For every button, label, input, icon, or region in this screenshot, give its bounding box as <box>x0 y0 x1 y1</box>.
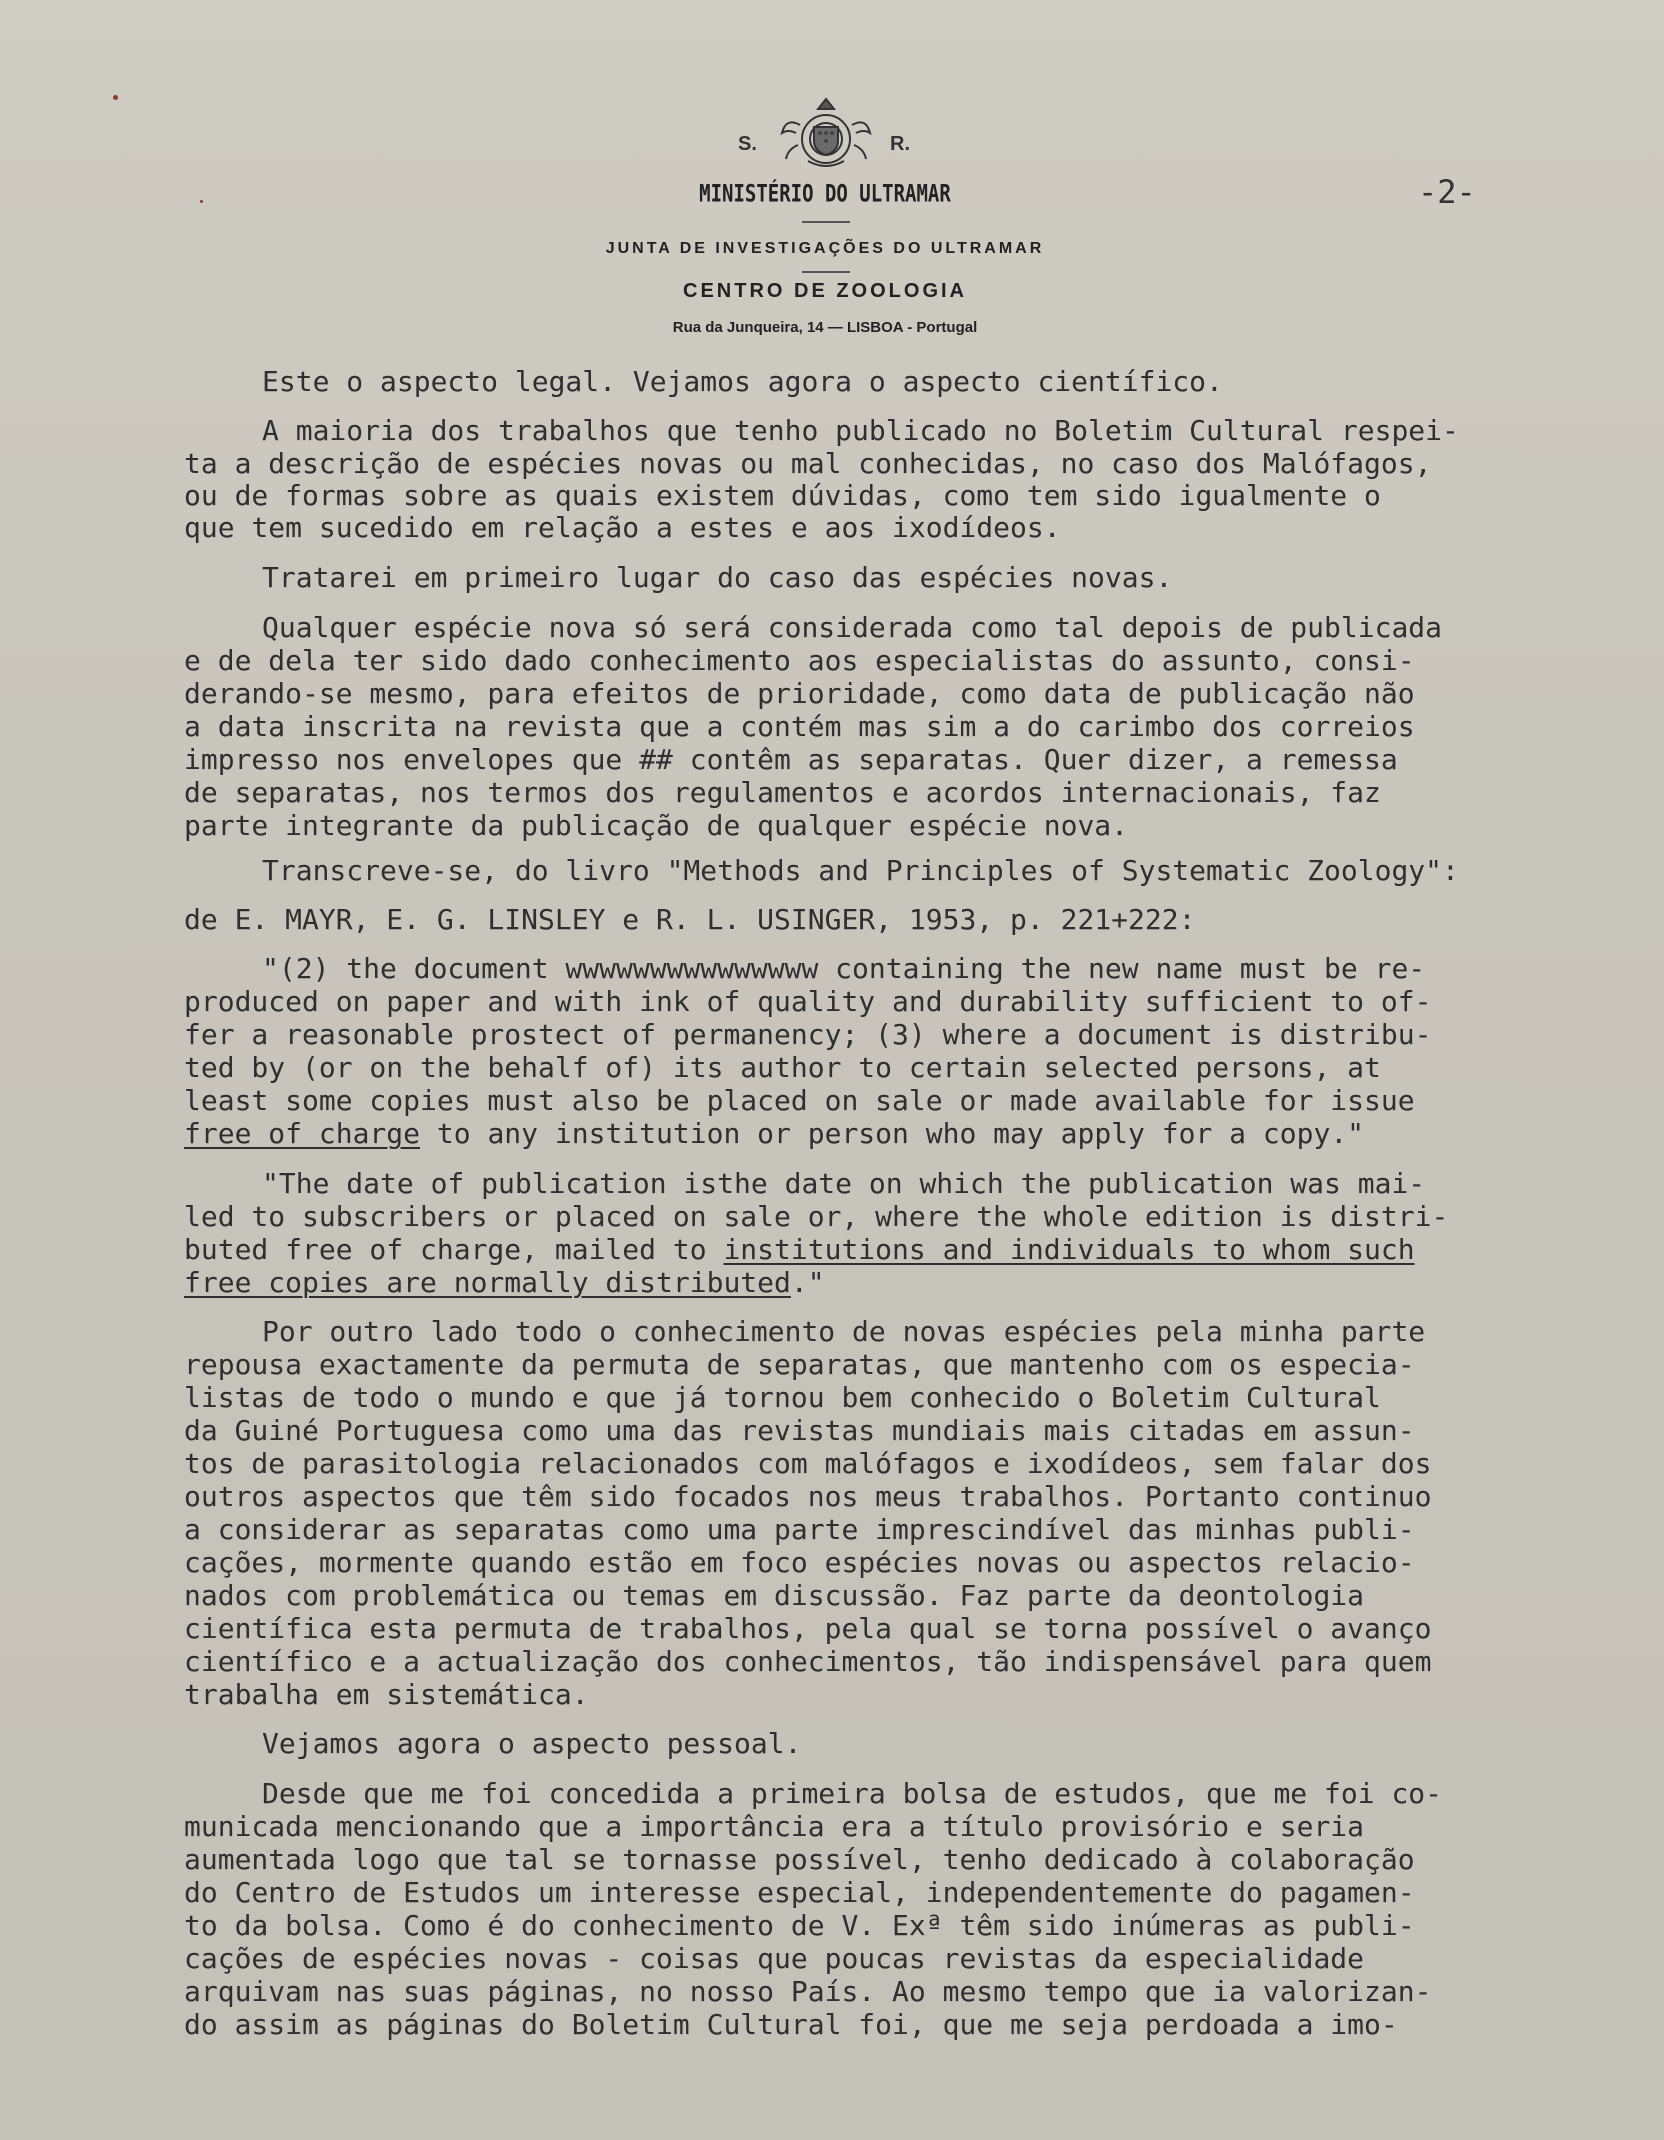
body-line: ta a descrição de espécies novas ou mal conhecidas, no caso dos Malófagos, <box>184 447 1432 480</box>
body-line-start: buted free of charge, mailed to <box>184 1233 724 1266</box>
body-line: cações, mormente quando estão em foco espécies novas ou aspectos relacio- <box>184 1546 1415 1579</box>
body-line: led to subscribers or placed on sale or, where the whole edition is distri- <box>184 1200 1449 1233</box>
body-line: aumentada logo que tal se tornasse possível, tenho dedicado à colaboração <box>184 1843 1415 1876</box>
page-number: -2- <box>1418 173 1476 211</box>
body-line-rest: ." <box>790 1266 825 1299</box>
body-line: Tratarei em primeiro lugar do caso das espécies novas. <box>262 561 1173 594</box>
body-line: listas de todo o mundo e que já tornou bem conhecido o Boletim Cultural <box>184 1381 1381 1414</box>
body-line <box>184 1118 1364 1150</box>
body-line: cações de espécies novas - coisas que poucas revistas da especialidade <box>184 1942 1365 1975</box>
body-line: arquivam nas suas páginas, no nosso País. Ao mesmo tempo que ia valorizan- <box>184 1975 1432 2008</box>
body-line: municada mencionando que a importância era a título provisório e seria <box>184 1810 1365 1843</box>
body-line: trabalha em sistemática. <box>184 1678 589 1711</box>
junta-name: JUNTA DE INVESTIGAÇÕES DO ULTRAMAR <box>605 240 1045 257</box>
body-line: least some copies must also be placed on sale or made available for issue <box>184 1084 1415 1117</box>
body-line: repousa exactamente da permuta de separatas, que mantenho com os especia- <box>184 1348 1415 1381</box>
body-line: Este o aspecto legal. Vejamos agora o aspecto científico. <box>262 365 1223 398</box>
body-line: do assim as páginas do Boletim Cultural foi, que me seja perdoada a imo- <box>184 2008 1398 2041</box>
underlined-phrase: institutions and individuals to whom such <box>723 1233 1415 1266</box>
body-line: A maioria dos trabalhos que tenho publicado no Boletim Cultural respei- <box>262 414 1459 447</box>
body-line: impresso nos envelopes que ## contêm as separatas. Quer dizer, a remessa <box>184 743 1398 776</box>
body-line: científica esta permuta de trabalhos, pela qual se torna possível o avanço <box>184 1612 1432 1645</box>
body-line: "(2) the document wwwwwwwwwwwwwww containing the new name must be re- <box>262 952 1426 985</box>
body-line: "The date of publication isthe date on which the publication was mai- <box>262 1167 1426 1200</box>
body-line: to da bolsa. Como é do conhecimento de V. Exª têm sido inúmeras as publi- <box>184 1909 1415 1942</box>
body-line: tos de parasitologia relacionados com malófagos e ixodídeos, sem falar dos <box>184 1447 1432 1480</box>
body-line: ted by (or on the behalf of) its author to certain selected persons, at <box>184 1051 1381 1084</box>
letterhead-address: Rua da Junqueira, 14 — LISBOA - Portugal <box>672 319 978 336</box>
body-line: Qualquer espécie nova só será considerada como tal depois de publicada <box>262 611 1443 644</box>
body-line: Transcreve-se, do livro "Methods and Principles of Systematic Zoology": <box>262 854 1459 887</box>
body-line: Desde que me foi concedida a primeira bolsa de estudos, que me foi co- <box>262 1777 1443 1810</box>
sr-right-letter: R. <box>890 133 910 155</box>
body-line: outros aspectos que têm sido focados nos meus trabalhos. Portanto continuo <box>184 1480 1432 1513</box>
body-line: derando-se mesmo, para efeitos de prioridade, como data de publicação não <box>184 677 1415 710</box>
body-line: parte integrante da publicação de qualquer espécie nova. <box>184 809 1129 842</box>
body-line: e de dela ter sido dado conhecimento aos especialistas do assunto, consi- <box>184 644 1415 677</box>
body-line: que tem sucedido em relação a estes e aos ixodídeos. <box>184 511 1061 544</box>
body-line: de separatas, nos termos dos regulamentos e acordos internacionais, faz <box>184 776 1381 809</box>
body-line: ou de formas sobre as quais existem dúvidas, como tem sido igualmente o <box>184 479 1381 512</box>
body-line: Por outro lado todo o conhecimento de novas espécies pela minha parte <box>262 1315 1426 1348</box>
underlined-phrase: free copies are normally distributed <box>184 1266 791 1299</box>
body-line-rest: to any institution or person who may apply for a copy." <box>420 1117 1365 1150</box>
sr-left-letter: S. <box>738 133 757 155</box>
body-line: nados com problemática ou temas em discussão. Faz parte da deontologia <box>184 1579 1365 1612</box>
body-line: de E. MAYR, E. G. LINSLEY e R. L. USINGER, 1953, p. 221+222: <box>184 903 1196 936</box>
underlined-phrase: free of charge <box>184 1117 421 1150</box>
body-line: a considerar as separatas como uma parte imprescindível das minhas publi- <box>184 1513 1415 1546</box>
body-line <box>184 1267 825 1299</box>
body-line: Vejamos agora o aspecto pessoal. <box>262 1727 802 1760</box>
centro-name: CENTRO DE ZOOLOGIA <box>683 280 967 302</box>
body-line: a data inscrita na revista que a contém mas sim a do carimbo dos correios <box>184 710 1415 743</box>
ministry-name: MINISTÉRIO DO ULTRAMAR <box>699 180 951 208</box>
body-line <box>184 1234 1415 1266</box>
body-line: científico e a actualização dos conhecimentos, tão indispensável para quem <box>184 1645 1432 1678</box>
body-line: fer a reasonable prostect of permanency; (3) where a document is distribu- <box>184 1018 1432 1051</box>
body-line: do Centro de Estudos um interesse especial, independentemente do pagamen- <box>184 1876 1415 1909</box>
body-line: da Guiné Portuguesa como uma das revistas mundiais mais citadas em assun- <box>184 1414 1415 1447</box>
body-line: produced on paper and with ink of quality and durability sufficient to of- <box>184 985 1432 1018</box>
